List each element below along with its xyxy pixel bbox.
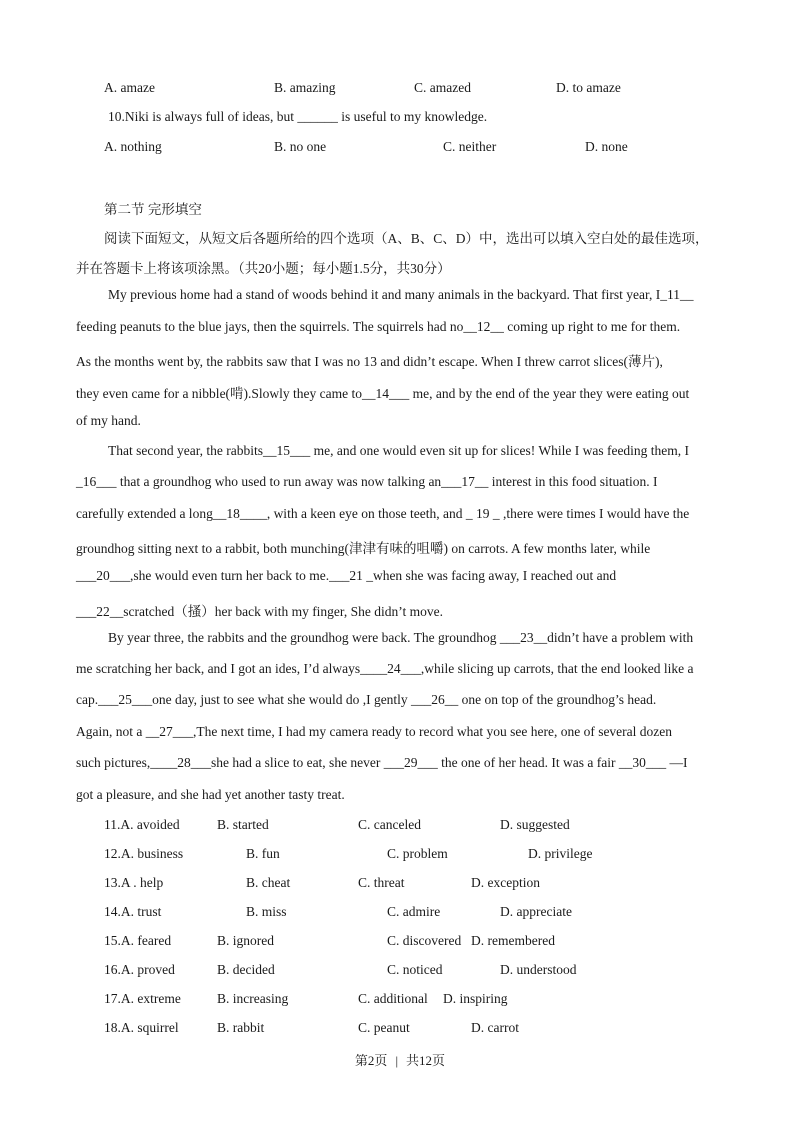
question-option: D. suggested — [500, 817, 570, 832]
passage-line: ___22__scratched（搔）her back with my finger, She didn’t move. — [76, 604, 444, 619]
question-option: C. discovered — [387, 933, 462, 948]
q10-option-a: A. nothing — [104, 139, 162, 154]
instruction-line-1: 阅读下面短文，从短文后各题所给的四个选项（A、B、C、D）中，选出可以填入空白处的最佳选项， — [104, 231, 709, 246]
question-option: 17.A. extreme — [104, 991, 181, 1006]
passage-line: groundhog sitting next to a rabbit, both munching(津津有味的咀嚼) on carrots. A few months later, while — [76, 541, 651, 556]
question-option: C. admire — [387, 904, 441, 919]
q9-option-b: B. amazing — [274, 80, 336, 95]
question-option: C. threat — [358, 875, 405, 890]
passage-line: carefully extended a long__18____, with a keen eye on those teeth, and _ 19 _ ,there were times I would have the — [76, 506, 690, 521]
question-option: 14.A. trust — [104, 904, 162, 919]
question-option: B. miss — [246, 904, 287, 919]
passage-line: got a pleasure, and she had yet another tasty treat. — [76, 787, 345, 802]
question-option: 16.A. proved — [104, 962, 175, 977]
passage-line: cap.___25___one day, just to see what she would do ,I gently ___26__ one on top of the groundhog’s head. — [76, 692, 657, 707]
page-number: 第2页 — [354, 1053, 388, 1068]
q10-stem: 10.Niki is always full of ideas, but ______ is useful to my knowledge. — [108, 109, 488, 124]
question-option: 12.A. business — [104, 846, 184, 861]
question-option: 18.A. squirrel — [104, 1020, 179, 1035]
passage-line: they even came for a nibble(啃).Slowly they came to__14___ me, and by the end of the year they were eating out — [76, 386, 690, 401]
question-option: C. additional — [358, 991, 428, 1006]
q9-option-c: C. amazed — [414, 80, 471, 95]
question-option: D. privilege — [528, 846, 593, 861]
question-option: C. problem — [387, 846, 448, 861]
question-option: D. appreciate — [500, 904, 572, 919]
question-option: D. remembered — [471, 933, 555, 948]
question-option: B. rabbit — [217, 1020, 265, 1035]
question-option: C. canceled — [358, 817, 421, 832]
page-footer — [0, 1050, 800, 1069]
passage-line: That second year, the rabbits__15___ me, and one would even sit up for slices! While I was feeding them, I — [108, 443, 690, 458]
passage-line: of my hand. — [76, 413, 141, 428]
passage-line: feeding peanuts to the blue jays, then the squirrels. The squirrels had no__12__ coming up right to me for them. — [76, 319, 681, 334]
passage-line: _16___ that a groundhog who used to run away was now talking an___17__ interest in this food situation. I — [76, 474, 658, 489]
question-option: 15.A. feared — [104, 933, 172, 948]
question-option: B. decided — [217, 962, 275, 977]
passage-line: As the months went by, the rabbits saw that I was no 13 and didn’t escape. When I threw carrot slices(薄片), — [76, 354, 663, 369]
passage-line: me scratching her back, and I got an ides, I’d always____24___,while slicing up carrots, that the end looked like a — [76, 661, 694, 676]
question-option: B. increasing — [217, 991, 289, 1006]
question-option: B. started — [217, 817, 269, 832]
question-option: 13.A . help — [104, 875, 164, 890]
passage-line: such pictures,____28___she had a slice to eat, she never ___29___ the one of her head. It was a fair __30___ —I — [76, 755, 688, 770]
question-option: 11.A. avoided — [104, 817, 180, 832]
q9-option-a: A. amaze — [104, 80, 155, 95]
question-option: D. inspiring — [443, 991, 508, 1006]
question-option: B. cheat — [246, 875, 291, 890]
passage-line: By year three, the rabbits and the groundhog were back. The groundhog ___23__didn’t have a problem with — [108, 630, 694, 645]
q10-option-b: B. no one — [274, 139, 327, 154]
passage-line: Again, not a __27___,The next time, I had my camera ready to record what you see here, one of several dozen — [76, 724, 673, 739]
q10-option-c: C. neither — [443, 139, 497, 154]
passage-line: ___20___,she would even turn her back to me.___21 _when she was facing away, I reached out and — [76, 568, 617, 583]
q9-option-d: D. to amaze — [556, 80, 621, 95]
question-option: D. understood — [500, 962, 577, 977]
instruction-line-2: 并在答题卡上将该项涂黑。（共20小题；每小题1.5分，共30分） — [76, 261, 451, 276]
total-pages: 共12页 — [406, 1053, 446, 1068]
question-option: C. peanut — [358, 1020, 410, 1035]
q10-option-d: D. none — [585, 139, 628, 154]
question-option: B. ignored — [217, 933, 274, 948]
passage-line: My previous home had a stand of woods behind it and many animals in the backyard. That first year, I_11__ — [108, 287, 694, 302]
question-option: C. noticed — [387, 962, 443, 977]
question-option: D. carrot — [471, 1020, 519, 1035]
question-option: D. exception — [471, 875, 540, 890]
question-option: B. fun — [246, 846, 280, 861]
section-title: 第二节 完形填空 — [104, 202, 202, 217]
footer-separator: | — [395, 1053, 399, 1068]
